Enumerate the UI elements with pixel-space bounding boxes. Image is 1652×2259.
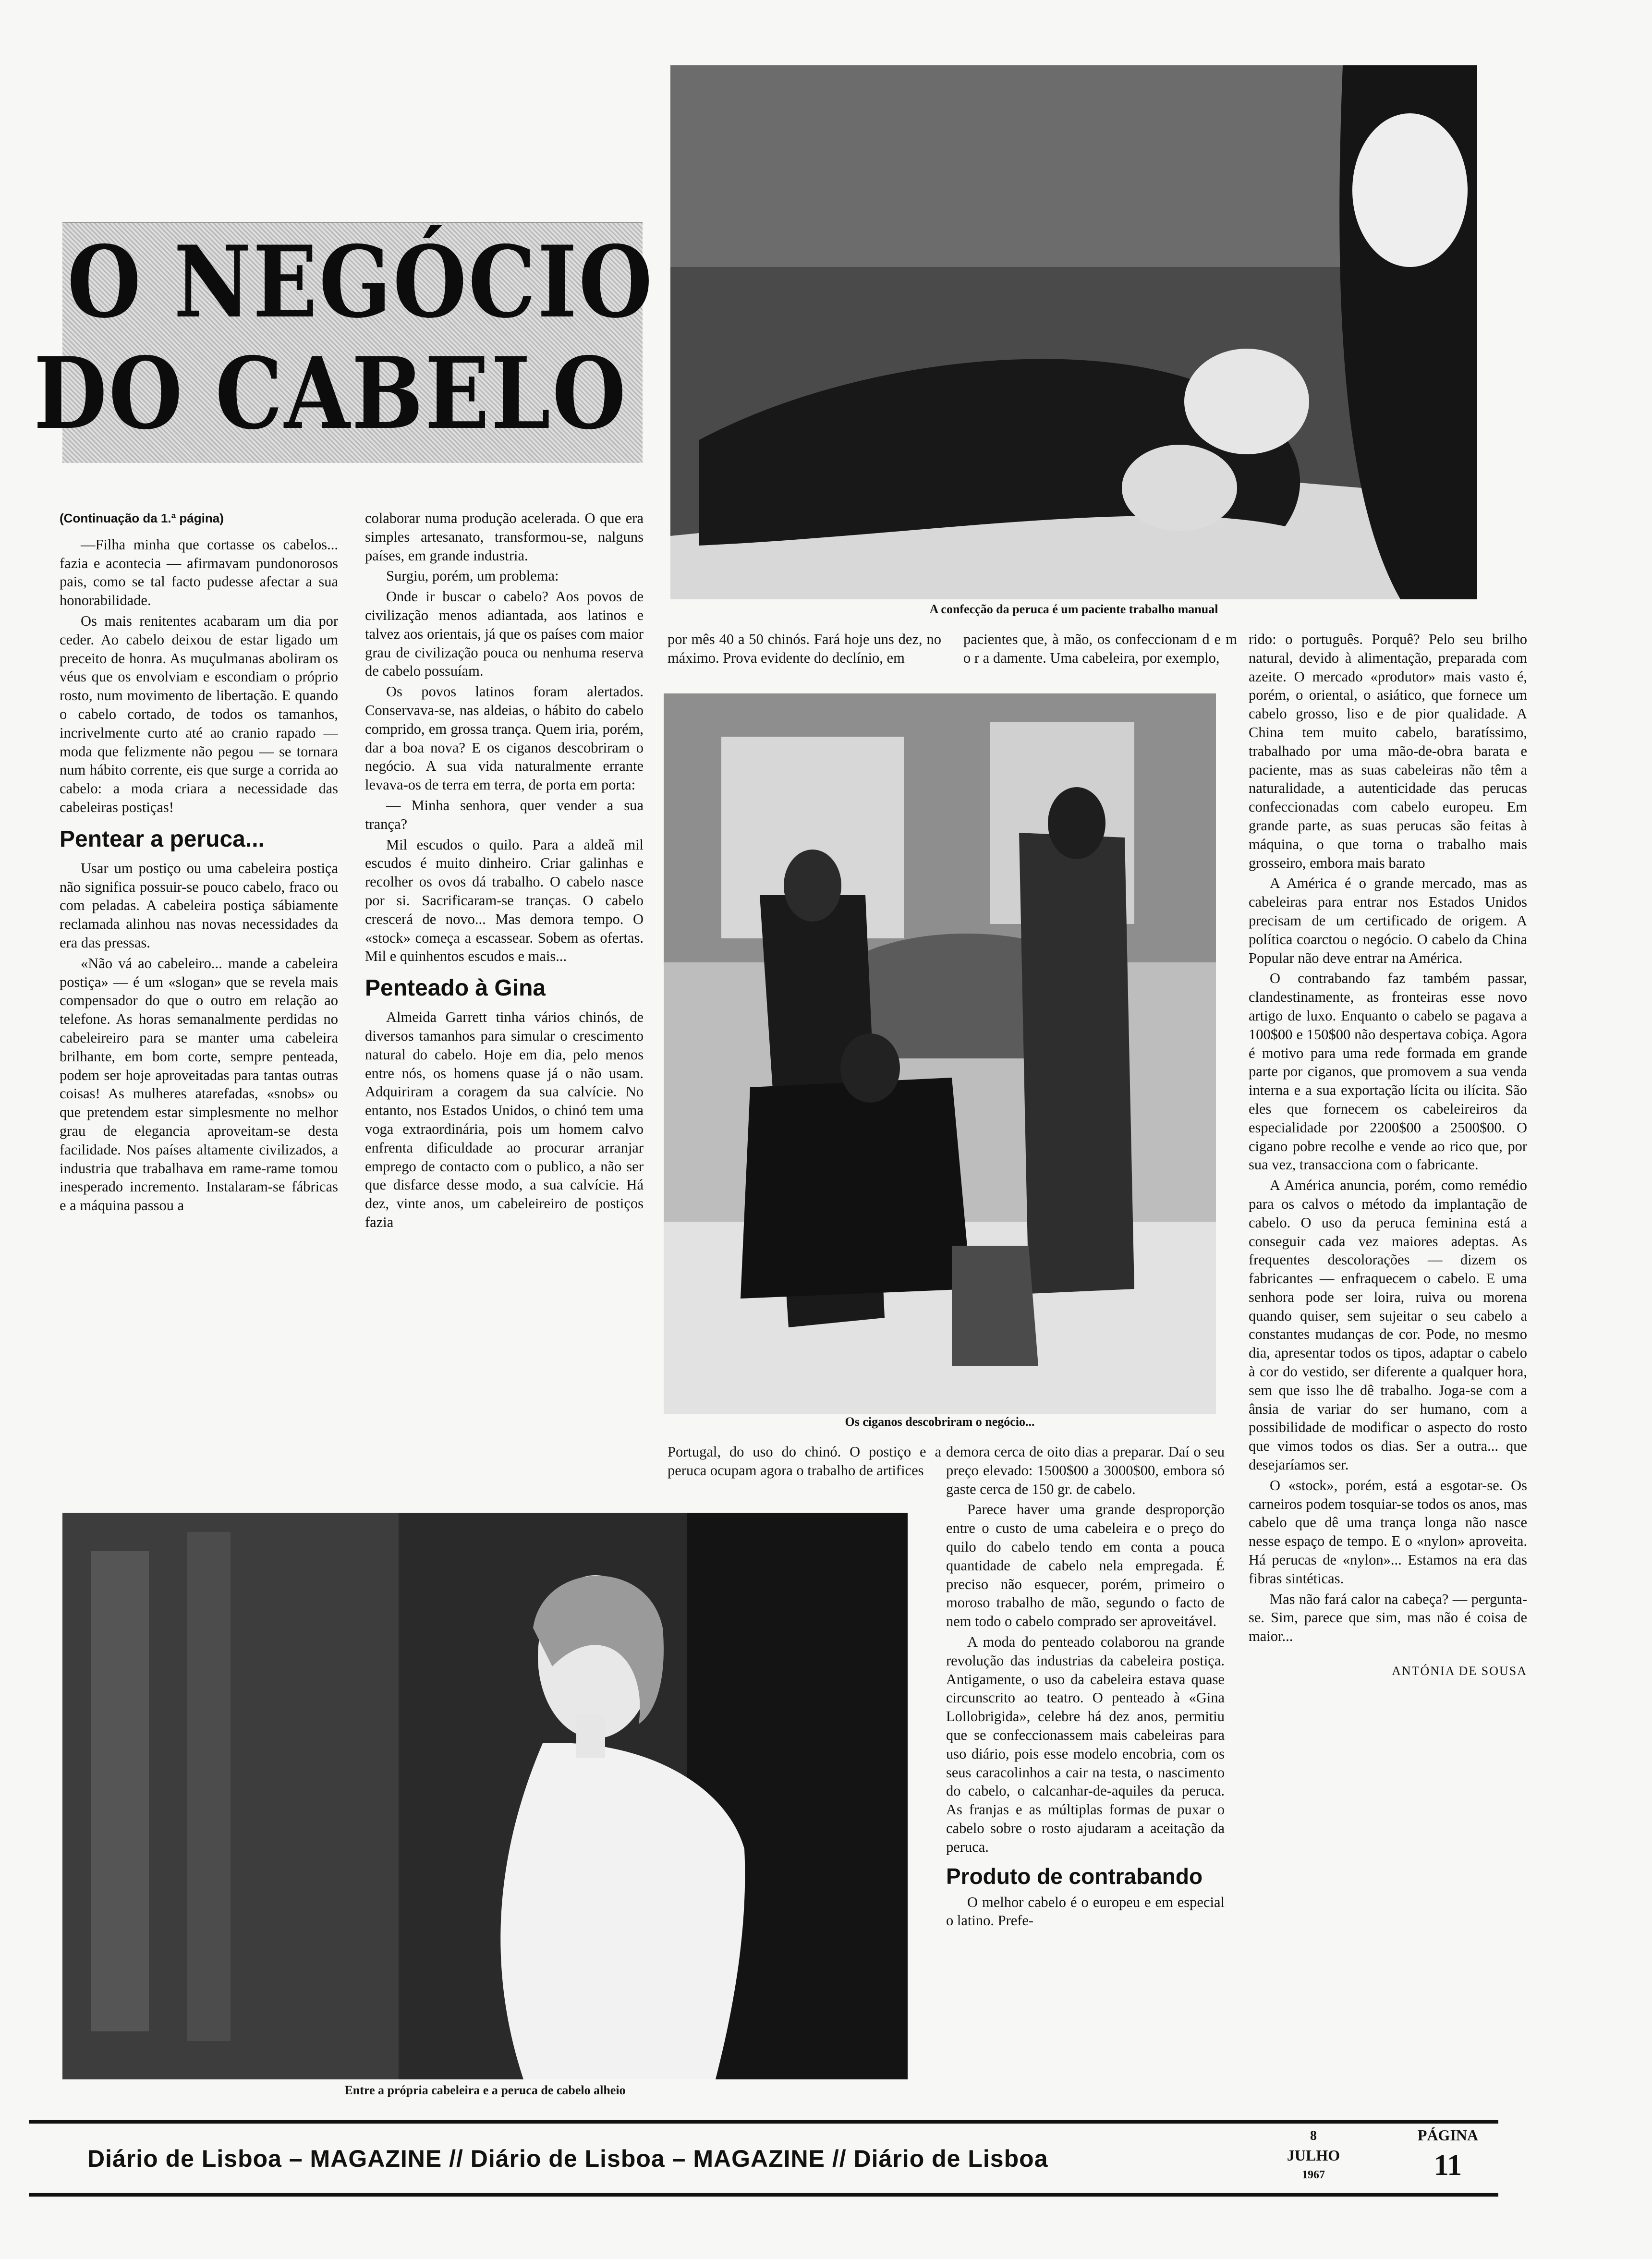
footer-date-year: 1967 [1302,2169,1325,2181]
subhead-penteado: Penteado à Gina [365,975,546,1001]
col2-paragraph: Onde ir buscar o cabelo? Aos povos de civilização menos adiantada, aos latinos e talvez aos orientais, já que os países com maior grau de civilização pouca ou nenhuma reserva de cabelo possuíam. [365,588,644,680]
col2-paragraph: — Minha senhora, quer vender a sua trança? [365,797,644,832]
col5-paragraph: rido: o português. Porquê? Pelo seu brilho natural, devido à alimentação, preparada com azeite. O mercado «produtor» mais vasto é, porém, o oriental, o asiático, que fornece um cabelo grosso, liso e de pior qualidade. A China tem muito cabelo, baratíssimo, trabalhado por uma mão-de-obra barata e paciente, mas as suas cabeleiras não têm a naturalidade, a autenticidade das perucas confeccionadas com cabelo europeu. Em grande parte, as suas perucas são feitas à máquina, o que torna o trabalho mais grosseiro, embora mais barato [1249,631,1527,871]
col1-paragraph: «Não vá ao cabeleiro... mande a cabeleira postiça» — é um «slogan» que se revela mais compensador do que o outro em relação ao telefone. As horas semanalmente perdidas no cabeleireiro para se manter uma cabeleira brilhante, em bom corte, sempre penteada, podem ser hoje aproveitadas para tantas outras coisas! As mulheres atarefadas, «snobs» ou que pretendem estar simplesmente no melhor grau de elegancia aproveitam-se desta facilidade. Nos países altamente civilizados, a industria que trabalhava em rame-rame tomou inesperado incremento. Instalaram-se fábricas e a máquina passou a [60,955,338,1214]
col2-paragraph: colaborar numa produção acelerada. O que era simples artesanato, transformou-se, nalguns países, em grande industria. [365,510,644,564]
col4-paragraph: Parece haver uma grande desproporção entre o custo de uma cabeleira e o preço do quilo do cabelo tendo em conta a pouca quantidade de cabelo nela empregada. É preciso não esquecer, porém, primeiro o moroso trabalho de mão, segundo o facto de nem todo o cabelo comprado ser aproveitável. [946,1501,1225,1630]
continuation-note: (Continuação da 1.ª página) [60,511,224,525]
col4-top-text: pacientes que, à mão, os confeccionam d e m o r a damente. Uma cabeleira, por exemplo, [963,631,1237,666]
col2-paragraph: Os povos latinos foram alertados. Conservava-se, nas aldeias, o hábito do cabelo comprido, em grossa trança. Quem iria, porém, dar a boa nova? E os ciganos descobriram o negócio. A sua vida naturalmente errante levava-os de terra em terra, de porta em porta: [365,683,644,793]
column-4 [946,1443,1225,2120]
col2-paragraph: Almeida Garrett tinha vários chinós, de diversos tamanhos para simular o crescimento natural do cabelo. Hoje em dia, pelo menos entre nós, os homens quase já o não usam. Adquiriram a coragem da sua calvície. No entanto, nos Estados Unidos, o chinó tem uma voga extraordinária, pois um homem calvo enfrenta dificuldade ao procurar arranjar emprego de contacto com o publico, a não ser que disfarce desse modo, a sua calvície. Há dez, vinte anos, um cabeleireiro de postiços fazia [365,1009,644,1230]
footer-date-day: 8 [1310,2128,1317,2143]
column-3-bottom [668,1443,941,1500]
subhead-contrabando: Produto de contrabando [946,1863,1203,1889]
col5-paragraph: A América é o grande mercado, mas as cabeleiras para entrar nos Estados Unidos precisam de um certificado de origem. A política coarctou o negócio. O cabelo da China Popular não deve entrar na América. [1249,875,1527,966]
col4-paragraph: demora cerca de oito dias a preparar. Daí o seu preço elevado: 1500$00 a 3000$00, embora só gaste cerca de 150 gr. de cabelo. [946,1444,1225,1497]
photo-mannequin-image [62,1513,908,2079]
col5-paragraph: O contrabando faz também passar, clandestinamente, as fronteiras esse novo artigo de luxo. Enquanto o cabelo se pagava a 100$00 e 150$00 não despertava cobiça. Agora é motivo para uma rede formada em grande parte por ciganos, que promovem a sua venda interna e a sua exportação lícita ou ilícita. São eles que fornecem os cabeleireiros da especialidade por 2200$00 a 2500$00. O cigano pobre recolhe e vende ao rico que, por sua vez, transacciona com o fabricante. [1249,970,1527,1173]
col1-paragraph: Usar um postiço ou uma cabeleira postiça não significa possuir-se pouco cabelo, fraco ou com peladas. A cabeleira postiça sábiamente reclamada alinhou nas novas necessidades da era das pressas. [60,860,338,951]
headline-line-2: DO CABELO [34,336,628,451]
column-5 [1249,630,1527,2124]
footer-date-month: JULHO [1287,2147,1340,2164]
caption-middle: Os ciganos descobriram o negócio... [845,1415,1035,1429]
photo-mannequin [62,1513,908,2079]
photo-wig-making-image [670,65,1477,599]
caption-bottom: Entre a própria cabeleira e a peruca de cabelo alheio [344,2083,626,2097]
col5-paragraph: Mas não fará calor na cabeça? — pergunta-se. Sim, parece que sim, mas não é coisa de maior... [1249,1591,1527,1645]
col3-top-text: por mês 40 a 50 chinós. Fará hoje uns dez, no máximo. Prova evidente do declínio, em [668,631,941,666]
column-2 [365,509,644,1489]
col5-paragraph: A América anuncia, porém, como remédio para os calvos o método da implantação de cabelo. O uso da peruca feminina está a conseguir cada vez maiores adeptas. As frequentes descolorações — dizem os fabricantes — enfraquecem o cabelo. E uma senhora pode ser loira, ruiva ou morena quando quiser, sem sujeitar o seu cabelo a constantes mudanças de cor. Pode, no mesmo dia, apresentar todos os tipos, adaptar o cabelo à cor do vestido, ser diferente a qualquer hora, sem que isso lhe dê trabalho. Joga-se com a ânsia de variar do ser humano, com a possibilidade de modificar o aspecto do rosto que vimos todos os dias. Ser a outra... que desejaríamos ser. [1249,1177,1527,1473]
photo-gypsies-image [664,693,1216,1414]
column-1 [60,509,338,1489]
col3-bottom-text: Portugal, do uso do chinó. O postiço e a peruca ocupam agora o trabalho de artifices [668,1444,941,1479]
footer-rule-top [29,2120,1498,2124]
col2-paragraph: Surgiu, porém, um problema: [386,568,559,584]
col4-paragraph: O melhor cabelo é o europeu e em especial o latino. Prefe- [946,1894,1225,1929]
photo-gypsies [664,693,1216,1414]
headline-box [34,222,654,463]
column-4-top [963,630,1237,688]
col2-paragraph: Mil escudos o quilo. Para a aldeã mil escudos é muito dinheiro. Criar galinhas e recolher os ovos dá trabalho. O cabelo nasce por si. Sacrificaram-se tranças. O cabelo crescerá de novo... Mas demora tempo. O «stock» começa a escassear. Sobem as ofertas. Mil e quinhentos escudos e mais... [365,836,644,965]
footer-banner: Diário de Lisboa – MAGAZINE // Diário de Lisboa – MAGAZINE // Diário de Lisboa [87,2145,1048,2172]
byline: ANTÓNIA DE SOUSA [1392,1664,1527,1678]
photo-wig-making [670,65,1477,599]
footer-rule-bottom [29,2193,1498,2197]
col5-paragraph: O «stock», porém, está a esgotar-se. Os carneiros podem tosquiar-se todos os anos, mas cabelo que dê uma trança longa não nasce nesse espaço de tempo. E o «nylon» aproveita. Há perucas de «nylon»... Estamos na era das fibras sintéticas. [1249,1477,1527,1587]
headline-line-1: O NEGÓCIO [67,225,654,340]
column-3-top [668,630,941,688]
col4-paragraph: A moda do penteado colaborou na grande revolução das industrias da cabeleira postiça. Antigamente, o uso da cabeleira estava quase circunscrito ao teatro. O penteado à «Gina Lollobrigida», celebre há dez anos, permitiu que se confeccionassem mais cabeleiras para uso diário, pois esse modelo encobria, com os seus caracolinhos a cair na testa, o nascimento do cabelo, o calcanhar-de-aquiles da peruca. As franjas e as múltiplas formas de puxar o cabelo sobre o rosto ajudaram a aceitação da peruca. [946,1633,1225,1855]
footer-page-number: 11 [1433,2149,1462,2182]
col1-paragraph: Os mais renitentes acabaram um dia por ceder. Ao cabelo deixou de estar ligado um preceito de honra. As muçulmanas aboliram os véus que os envolviam e escondiam o próprio rosto, num movimento de libertação. E quando o cabelo cortado, de todos os tamanhos, incrivelmente curto até ao cranio rapado — moda que felizmente não pegou — se tornara num hábito corrente, eis que surge a corrida ao cabelo: a moda criara a necessidade das cabeleiras postiças! [60,612,338,815]
col1-paragraph: —Filha minha que cortasse os cabelos... fazia e acontecia — afirmavam pundonorosos pais, como se tal facto pudesse afectar a sua honorabilidade. [60,536,338,609]
footer-page-label: PÁGINA [1417,2126,1479,2144]
subhead-pentear: Pentear a peruca... [60,826,265,852]
caption-top: A confecção da peruca é um paciente trabalho manual [929,602,1218,616]
